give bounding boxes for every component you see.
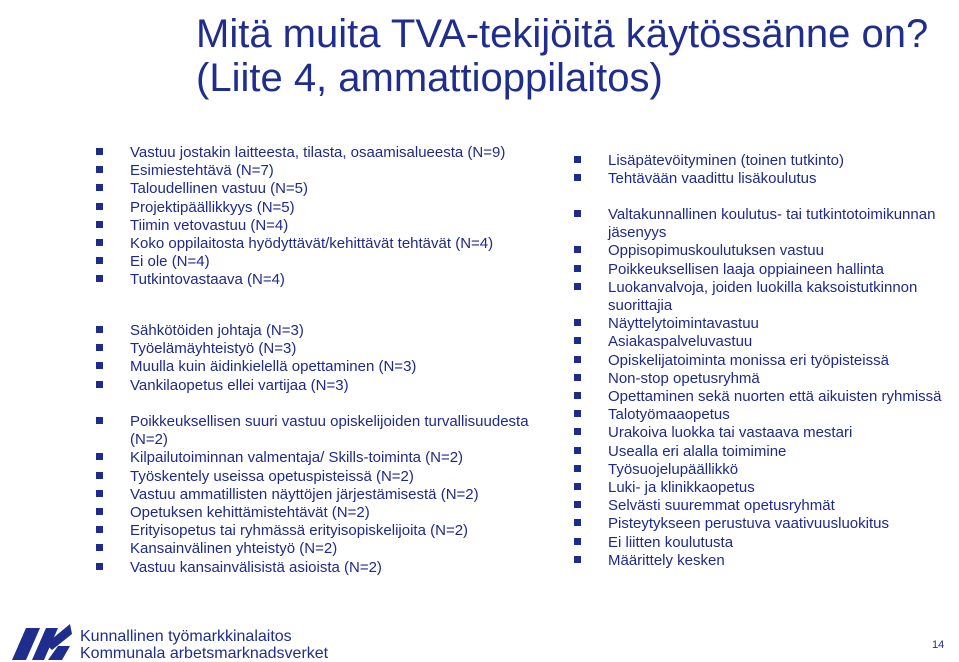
square-bullet-icon — [96, 526, 103, 533]
square-bullet-icon — [96, 275, 103, 282]
square-bullet-icon — [574, 265, 581, 272]
list-item-text: Tiimin vetovastuu (N=4) — [130, 216, 289, 234]
list-item-text: Asiakaspalveluvastuu — [608, 333, 753, 351]
square-bullet-icon — [574, 174, 581, 181]
list-item-text: Näyttelytoimintavastuu — [608, 315, 759, 333]
square-bullet-icon — [574, 556, 581, 563]
list-item-text: Oppisopimuskoulutuksen vastuu — [608, 242, 824, 260]
list-item-text: Tutkintovastaava (N=4) — [130, 271, 285, 289]
square-bullet-icon — [96, 508, 103, 515]
footer-line-2: Kommunala arbetsmarknadsverket — [80, 645, 329, 662]
list-item — [570, 461, 955, 479]
list-item-text: Tehtävään vaadittu lisäkoulutus — [608, 170, 817, 188]
list-item — [92, 322, 542, 340]
square-bullet-icon — [574, 210, 581, 217]
list-item-text: Valtakunnallinen koulutus- tai tutkintotoimikunnan jäsenyys — [608, 206, 936, 242]
page-title: Mitä muita TVA-tekijöitä käytössänne on? (Liite 4, ammattioppilaitos) — [196, 12, 929, 100]
square-bullet-icon — [574, 465, 581, 472]
list-item — [92, 377, 542, 395]
square-bullet-icon — [574, 483, 581, 490]
list-item — [570, 552, 955, 570]
list-item — [92, 253, 542, 271]
square-bullet-icon — [96, 472, 103, 479]
list-item-text: Opiskelijatoiminta monissa eri työpisteissä — [608, 351, 889, 369]
square-bullet-icon — [574, 156, 581, 163]
square-bullet-icon — [96, 381, 103, 388]
list-item-text: Vastuu kansainvälisistä asioista (N=2) — [130, 558, 382, 576]
list-item-text: Urakoiva luokka tai vastaava mestari — [608, 424, 853, 442]
list-item-text: Luki- ja klinikkaopetus — [608, 479, 755, 497]
list-item-text: Työsuojelupäällikkö — [608, 460, 739, 478]
list-item — [92, 199, 542, 217]
list-item-text: Non-stop opetusryhmä — [608, 369, 760, 387]
list-item-text: Pisteytykseen perustuva vaativuusluokitus — [608, 515, 889, 533]
left-group-2 — [92, 322, 542, 395]
footer-organization — [80, 628, 328, 662]
list-item-text: Taloudellinen vastuu (N=5) — [130, 180, 309, 198]
square-bullet-icon — [96, 453, 103, 460]
list-item — [92, 271, 542, 289]
square-bullet-icon — [574, 337, 581, 344]
list-item-text: Vastuu jostakin laitteesta, tilasta, osaamisalueesta (N=9) — [130, 144, 506, 161]
square-bullet-icon — [96, 362, 103, 369]
list-item-text: Ei liitten koulutusta — [608, 533, 734, 551]
square-bullet-icon — [574, 410, 581, 417]
square-bullet-icon — [96, 184, 103, 191]
list-item-text: Työskentely useissa opetuspisteissä (N=2) — [130, 467, 414, 485]
list-item — [92, 162, 542, 180]
square-bullet-icon — [574, 283, 581, 290]
list-item-text: Kansainvälinen yhteistyö (N=2) — [130, 540, 338, 558]
list-item — [570, 406, 955, 424]
footer-line-1: Kunnallinen työmarkkinalaitos — [80, 628, 292, 645]
list-item — [92, 235, 542, 253]
list-item — [92, 144, 542, 162]
list-item-text: Vastuu ammatillisten näyttöjen järjestämisestä (N=2) — [130, 485, 479, 503]
square-bullet-icon — [574, 519, 581, 526]
list-item — [570, 152, 955, 170]
list-item — [570, 497, 955, 515]
list-item — [92, 180, 542, 198]
list-item — [570, 424, 955, 442]
square-bullet-icon — [96, 257, 103, 264]
list-item — [570, 443, 955, 461]
square-bullet-icon — [96, 326, 103, 333]
list-item — [570, 370, 955, 388]
square-bullet-icon — [96, 544, 103, 551]
square-bullet-icon — [96, 563, 103, 570]
list-item — [570, 261, 955, 279]
square-bullet-icon — [574, 356, 581, 363]
square-bullet-icon — [96, 166, 103, 173]
list-item-text: Usealla eri alalla toimimine — [608, 442, 787, 460]
list-item-text: Määrittely kesken — [608, 551, 725, 569]
list-item — [92, 413, 542, 449]
list-item — [92, 522, 542, 540]
square-bullet-icon — [96, 344, 103, 351]
list-item-text: Opettaminen sekä nuorten että aikuisten ryhmissä — [608, 388, 942, 406]
square-bullet-icon — [96, 239, 103, 246]
list-item-text: Kilpailutoiminnan valmentaja/ Skills-toiminta (N=2) — [130, 449, 464, 467]
list-item — [570, 479, 955, 497]
square-bullet-icon — [574, 538, 581, 545]
list-item — [92, 340, 542, 358]
square-bullet-icon — [96, 148, 103, 155]
ktv-logo-icon — [12, 624, 72, 660]
list-item — [570, 515, 955, 533]
square-bullet-icon — [96, 221, 103, 228]
list-item — [570, 388, 955, 406]
list-item — [92, 217, 542, 235]
list-item — [570, 279, 955, 315]
list-item — [92, 559, 542, 577]
list-item-text: Erityisopetus tai ryhmässä erityisopiskelijoita (N=2) — [130, 522, 469, 540]
list-item — [92, 358, 542, 376]
list-item-text: Talotyömaaopetus — [608, 406, 730, 424]
list-item — [92, 486, 542, 504]
list-item-text: Opetuksen kehittämistehtävät (N=2) — [130, 504, 370, 522]
list-item-text: Esimiestehtävä (N=7) — [130, 162, 274, 180]
right-group-2 — [570, 206, 955, 570]
list-item-text: Selvästi suuremmat opetusryhmät — [608, 497, 835, 515]
square-bullet-icon — [96, 490, 103, 497]
list-item — [570, 206, 955, 242]
list-item-text: Poikkeuksellisen laaja oppiaineen hallinta — [608, 260, 885, 278]
list-item-text: Vankilaopetus ellei vartijaa (N=3) — [130, 376, 349, 394]
list-item-text: Poikkeuksellisen suuri vastuu opiskelijoiden turvallisuudesta (N=2) — [130, 413, 529, 449]
list-item-text: Ei ole (N=4) — [130, 253, 210, 271]
list-item-text: Sähkötöiden johtaja (N=3) — [130, 322, 304, 339]
square-bullet-icon — [574, 447, 581, 454]
square-bullet-icon — [96, 203, 103, 210]
left-group-3 — [92, 413, 542, 577]
list-item — [570, 352, 955, 370]
list-item — [92, 504, 542, 522]
list-item-text: Lisäpätevöityminen (toinen tutkinto) — [608, 152, 844, 169]
list-item-text: Muulla kuin äidinkielellä opettaminen (N=3) — [130, 358, 417, 376]
square-bullet-icon — [96, 417, 103, 424]
square-bullet-icon — [574, 392, 581, 399]
square-bullet-icon — [574, 246, 581, 253]
list-item — [92, 449, 542, 467]
list-item-text: Luokanvalvoja, joiden luokilla kaksoistutkinnon suorittajia — [608, 278, 918, 315]
list-item-text: Projektipäällikkyys (N=5) — [130, 198, 295, 216]
square-bullet-icon — [574, 374, 581, 381]
square-bullet-icon — [574, 319, 581, 326]
list-item — [570, 242, 955, 260]
square-bullet-icon — [574, 501, 581, 508]
list-item-text: Koko oppilaitosta hyödyttävät/kehittävät tehtävät (N=4) — [130, 235, 494, 253]
left-group-1 — [92, 144, 542, 290]
list-item-text: Työelämäyhteistyö (N=3) — [130, 340, 297, 358]
list-item — [570, 315, 955, 333]
right-group-1 — [570, 152, 955, 188]
list-item — [92, 540, 542, 558]
list-item — [570, 170, 955, 188]
list-item — [92, 468, 542, 486]
page-number: 14 — [932, 639, 945, 651]
list-item — [570, 333, 955, 351]
square-bullet-icon — [574, 428, 581, 435]
list-item — [570, 534, 955, 552]
